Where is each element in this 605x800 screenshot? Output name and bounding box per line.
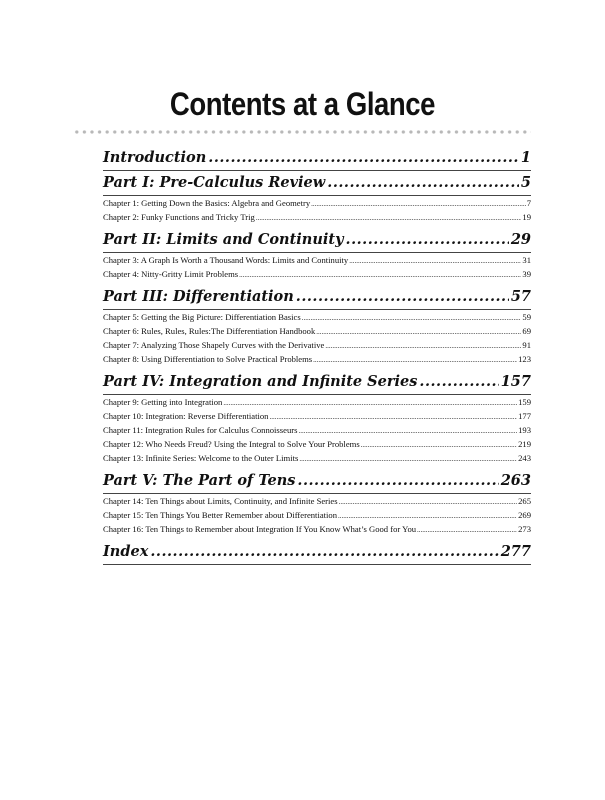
dot-leader (239, 268, 521, 282)
toc-chapter-row[interactable] (103, 210, 531, 224)
chapter-page-number: 269 (518, 510, 531, 520)
dot-leader (256, 211, 522, 225)
part-page-number: 5 (520, 174, 531, 191)
toc-part-row[interactable] (103, 146, 531, 170)
toc-part-row[interactable] (103, 228, 531, 252)
chapter-title: Chapter 13: Infinite Series: Welcome to the Outer Limits (103, 453, 299, 463)
part-title: Part II: Limits and Continuity (103, 231, 344, 248)
table-of-contents (103, 146, 531, 565)
dot-leader (311, 197, 526, 211)
page-title: Contents at a Glance (169, 86, 436, 122)
dot-leader (297, 469, 498, 493)
dot-leader (419, 370, 498, 394)
chapter-title: Chapter 16: Ten Things to Remember about Integration If You Know What’s Good for You (103, 524, 417, 534)
dotted-divider (73, 129, 531, 135)
part-page-number: 263 (500, 472, 531, 489)
chapter-page-number: 177 (518, 411, 531, 421)
dot-leader (269, 410, 517, 424)
chapter-page-number: 265 (518, 496, 531, 506)
toc-part-4 (103, 370, 531, 469)
part-page-number: 157 (500, 373, 531, 390)
chapter-page-number: 273 (518, 524, 531, 534)
dot-leader (349, 254, 521, 268)
toc-part-row[interactable] (103, 469, 531, 493)
chapter-title: Chapter 10: Integration: Reverse Differentiation (103, 411, 269, 421)
chapter-page-number: 91 (522, 340, 531, 350)
chapter-title: Chapter 7: Analyzing Those Shapely Curves with the Derivative (103, 340, 325, 350)
part-underline (103, 564, 531, 565)
toc-part-row[interactable] (103, 540, 531, 564)
part-title: Part V: The Part of Tens (103, 472, 296, 489)
toc-chapter-row[interactable] (103, 423, 531, 437)
part-page-number: 29 (510, 231, 531, 248)
toc-chapter-row[interactable] (103, 324, 531, 338)
toc-part-3 (103, 285, 531, 370)
dot-leader (346, 228, 509, 252)
toc-part-5 (103, 469, 531, 540)
chapter-page-number: 123 (518, 354, 531, 364)
toc-chapter-row[interactable] (103, 451, 531, 465)
part-title: Index (103, 543, 149, 560)
chapter-page-number: 69 (522, 326, 531, 336)
part-page-number: 277 (500, 543, 531, 560)
part-page-number: 57 (510, 288, 531, 305)
dot-leader (325, 339, 521, 353)
toc-chapter-row[interactable] (103, 310, 531, 324)
chapter-page-number: 19 (522, 212, 531, 222)
dot-leader (302, 311, 522, 325)
dot-leader (208, 146, 519, 170)
chapter-title: Chapter 6: Rules, Rules, Rules:The Differentiation Handbook (103, 326, 316, 336)
part-title: Part I: Pre-Calculus Review (103, 174, 326, 191)
toc-part-row[interactable] (103, 285, 531, 309)
toc-chapter-row[interactable] (103, 522, 531, 536)
toc-part-row[interactable] (103, 171, 531, 195)
dot-leader (316, 325, 521, 339)
chapter-page-number: 219 (518, 439, 531, 449)
toc-chapter-row[interactable] (103, 395, 531, 409)
chapter-title: Chapter 8: Using Differentiation to Solve Practical Problems (103, 354, 313, 364)
toc-chapter-row[interactable] (103, 409, 531, 423)
toc-chapter-row[interactable] (103, 267, 531, 281)
chapter-page-number: 159 (518, 397, 531, 407)
part-page-number: 1 (520, 149, 531, 166)
toc-part-introduction (103, 146, 531, 171)
toc-part-row[interactable] (103, 370, 531, 394)
toc-part-2 (103, 228, 531, 285)
chapter-page-number: 193 (518, 425, 531, 435)
dot-leader (296, 285, 509, 309)
toc-chapter-row[interactable] (103, 253, 531, 267)
toc-chapter-row[interactable] (103, 494, 531, 508)
chapter-page-number: 59 (522, 312, 531, 322)
part-title: Part III: Differentiation (103, 288, 294, 305)
dot-leader (150, 540, 498, 564)
chapter-title: Chapter 4: Nitty-Gritty Limit Problems (103, 269, 239, 279)
part-title: Introduction (103, 149, 207, 166)
chapter-title: Chapter 9: Getting into Integration (103, 397, 223, 407)
chapter-title: Chapter 14: Ten Things about Limits, Continuity, and Infinite Series (103, 496, 338, 506)
dot-leader (417, 523, 517, 537)
chapter-title: Chapter 12: Who Needs Freud? Using the Integral to Solve Your Problems (103, 439, 360, 449)
dot-leader (361, 438, 517, 452)
chapter-title: Chapter 3: A Graph Is Worth a Thousand Words: Limits and Continuity (103, 255, 349, 265)
chapter-page-number: 39 (522, 269, 531, 279)
dot-leader (298, 424, 517, 438)
chapter-title: Chapter 2: Funky Functions and Tricky Trig (103, 212, 255, 222)
toc-part-index (103, 540, 531, 565)
chapter-title: Chapter 15: Ten Things You Better Remember about Differentiation (103, 510, 338, 520)
dot-leader (299, 452, 517, 466)
chapter-page-number: 243 (518, 453, 531, 463)
dot-leader (223, 396, 517, 410)
toc-chapter-row[interactable] (103, 508, 531, 522)
part-title: Part IV: Integration and Infinite Series (103, 373, 418, 390)
chapter-title: Chapter 1: Getting Down the Basics: Algebra and Geometry (103, 198, 311, 208)
toc-chapter-row[interactable] (103, 437, 531, 451)
chapter-title: Chapter 5: Getting the Big Picture: Differentiation Basics (103, 312, 301, 322)
chapter-title: Chapter 11: Integration Rules for Calculus Connoisseurs (103, 425, 298, 435)
dot-leader (327, 171, 519, 195)
toc-part-1 (103, 171, 531, 228)
dot-leader (313, 353, 517, 367)
dot-leader (338, 509, 517, 523)
toc-chapter-row[interactable] (103, 196, 531, 210)
toc-chapter-row[interactable] (103, 352, 531, 366)
chapter-page-number: 31 (522, 255, 531, 265)
chapter-page-number: 7 (526, 198, 531, 208)
toc-chapter-row[interactable] (103, 338, 531, 352)
dot-leader (339, 495, 518, 509)
